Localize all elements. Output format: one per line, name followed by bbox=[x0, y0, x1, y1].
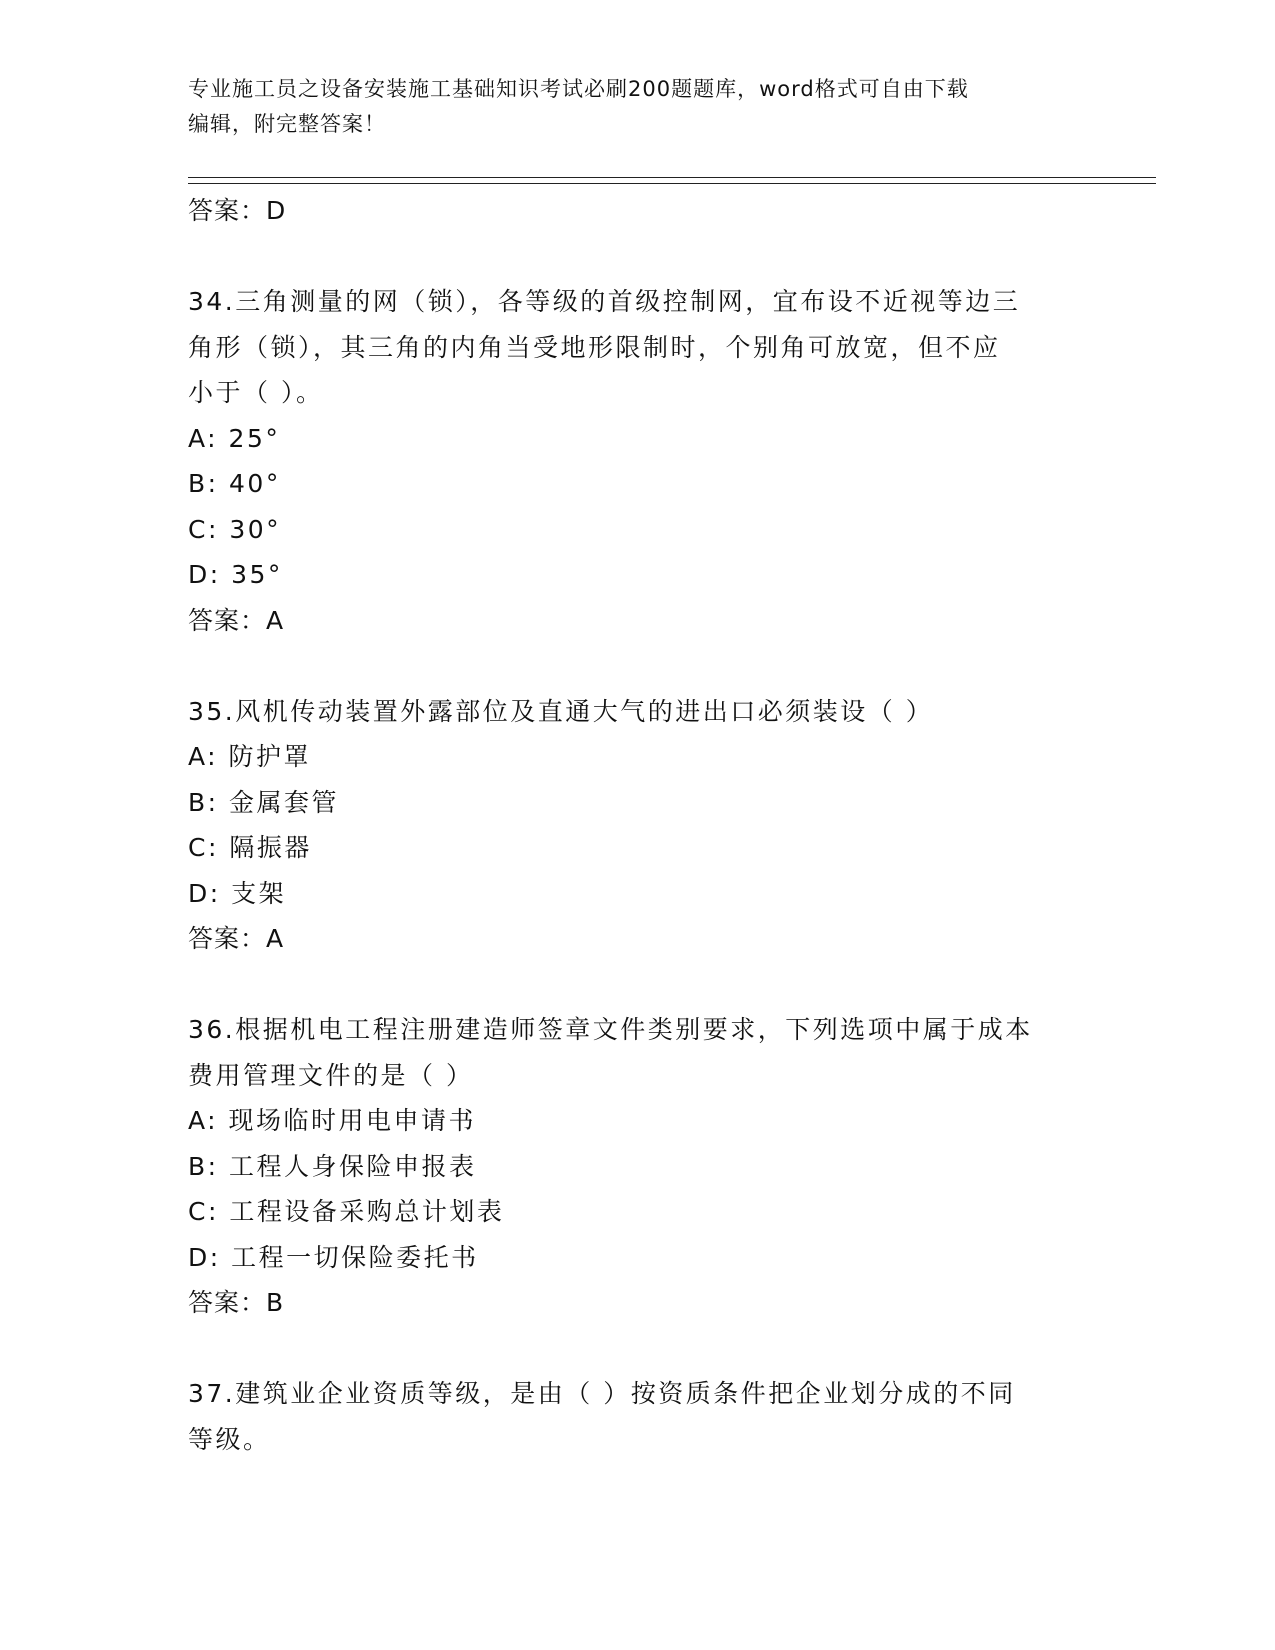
answer: 答案：A bbox=[188, 924, 285, 953]
question-text-line: 小于（ ）。 bbox=[188, 378, 324, 407]
answer: 答案：A bbox=[188, 605, 285, 635]
question-text-line: 等级。 bbox=[188, 1424, 271, 1454]
question-text-line: 角形（锁），其三角的内角当受地形限制时，个别角可放宽，但不应 bbox=[188, 332, 1001, 362]
option-d: D: 35° bbox=[188, 560, 283, 589]
option-d: D: 工程一切保险委托书 bbox=[188, 1242, 479, 1272]
spacer bbox=[188, 643, 1088, 689]
option-d: D: 支架 bbox=[188, 878, 287, 908]
previous-answer: 答案：D bbox=[188, 196, 287, 225]
question-35 bbox=[188, 689, 1088, 962]
spacer bbox=[188, 1326, 1088, 1372]
option-a: A: 防护罩 bbox=[188, 742, 312, 771]
question-text-line: 37.建筑业企业资质等级，是由（ ）按资质条件把企业划分成的不同 bbox=[188, 1379, 1016, 1408]
option-b: B: 金属套管 bbox=[188, 787, 340, 817]
header-divider-bottom bbox=[188, 183, 1156, 184]
option-b: B: 工程人身保险申报表 bbox=[188, 1151, 477, 1181]
answer: 答案：B bbox=[188, 1288, 285, 1317]
question-text-line: 费用管理文件的是（ ） bbox=[188, 1060, 474, 1090]
page-header bbox=[188, 72, 1068, 142]
spacer bbox=[188, 234, 1088, 280]
header-divider-top bbox=[188, 177, 1156, 178]
option-a: A: 现场临时用电申请书 bbox=[188, 1106, 477, 1135]
option-c: C: 30° bbox=[188, 514, 282, 544]
question-37 bbox=[188, 1371, 1088, 1462]
spacer bbox=[188, 962, 1088, 1008]
question-36 bbox=[188, 1007, 1088, 1326]
question-text-line: 34.三角测量的网（锁），各等级的首级控制网，宜布设不近视等边三 bbox=[188, 287, 1021, 316]
question-text-line: 35.风机传动装置外露部位及直通大气的进出口必须装设（ ） bbox=[188, 696, 934, 726]
question-list bbox=[188, 188, 1088, 1462]
question-34 bbox=[188, 279, 1088, 643]
option-b: B: 40° bbox=[188, 469, 281, 498]
option-a: A: 25° bbox=[188, 423, 281, 453]
header-line-1: 专业施工员之设备安装施工基础知识考试必刷200题题库，word格式可自由下载 bbox=[188, 77, 969, 101]
question-text-line: 36.根据机电工程注册建造师签章文件类别要求，下列选项中属于成本 bbox=[188, 1015, 1033, 1044]
option-c: C: 隔振器 bbox=[188, 833, 312, 862]
header-line-2: 编辑，附完整答案！ bbox=[188, 112, 386, 136]
option-c: C: 工程设备采购总计划表 bbox=[188, 1197, 505, 1226]
